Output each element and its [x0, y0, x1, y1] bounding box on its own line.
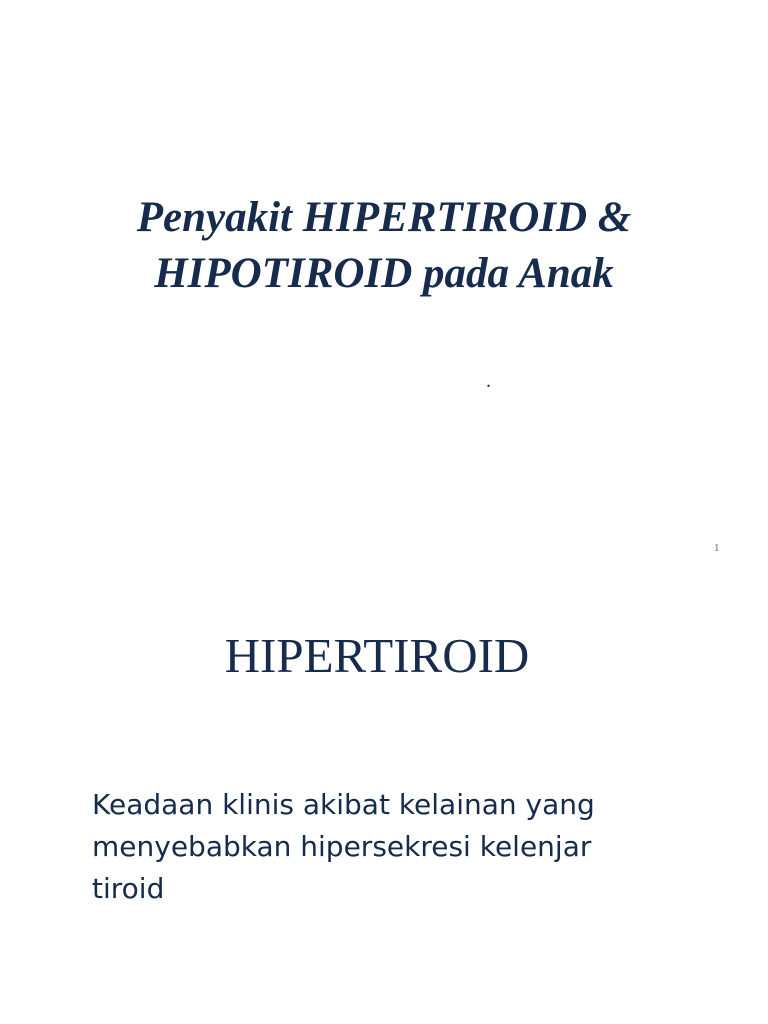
page-number: 1: [714, 542, 720, 554]
slide-title: [60, 190, 708, 302]
definition-text: [92, 784, 712, 910]
definition-line: menyebabkan hipersekresi kelenjar: [92, 830, 592, 863]
section-heading: HIPERTIROID: [224, 628, 530, 683]
definition-line: tiroid: [92, 872, 165, 905]
slide-title-line: Penyakit HIPERTIROID &: [136, 194, 632, 241]
content-slide: [0, 566, 768, 1024]
dot-mark: .: [486, 370, 491, 392]
slide-title-line: HIPOTIROID pada Anak: [154, 250, 614, 297]
definition-line: Keadaan klinis akibat kelainan yang: [92, 788, 595, 821]
